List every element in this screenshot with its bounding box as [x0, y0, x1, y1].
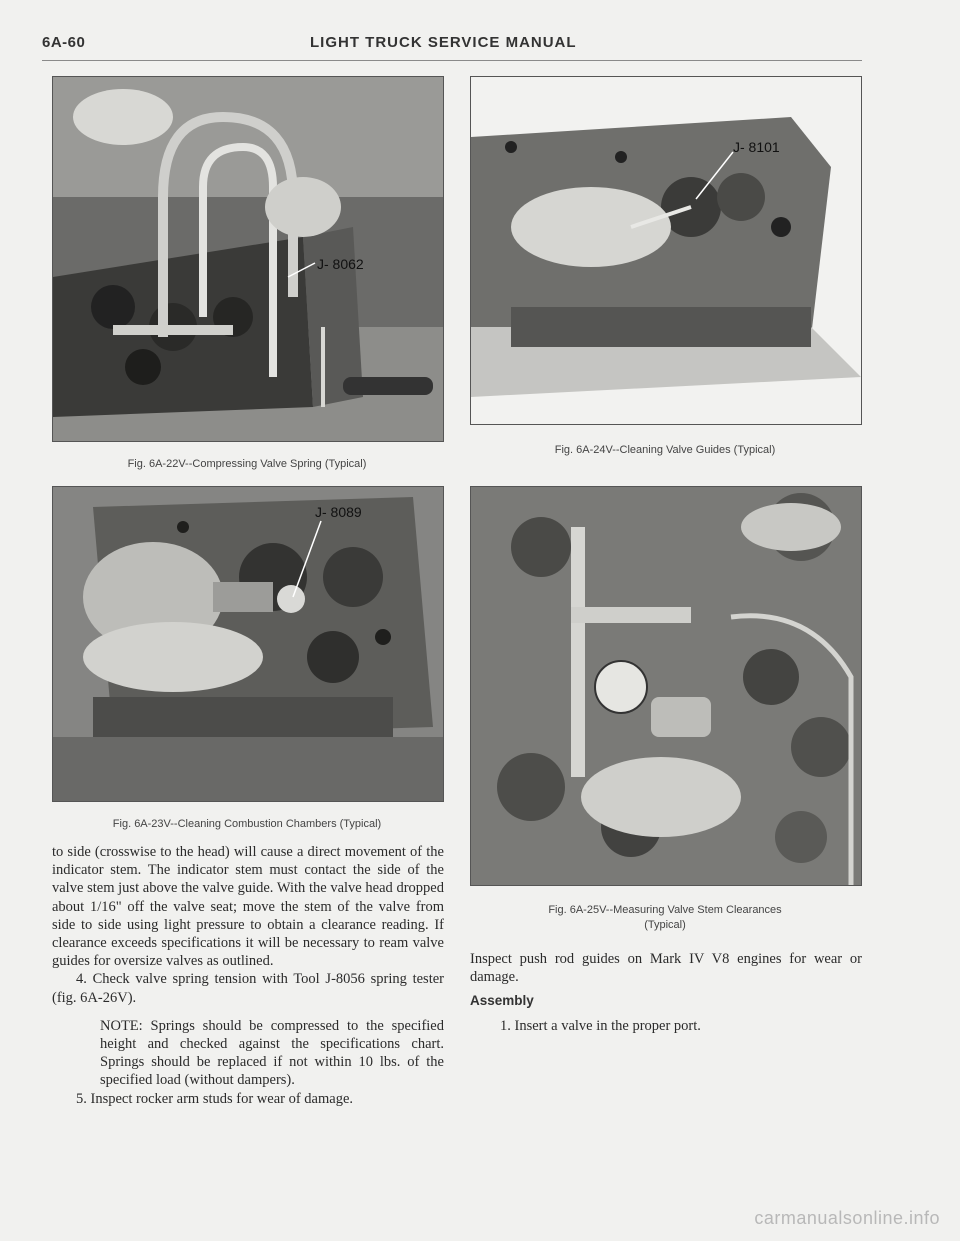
paragraph-indicator-reading: to side (crosswise to the head) will cause a direct movement of the indicator stem. The indicator stem must contact the side of the valve stem just above the valve guide. With the valve head dropped about 1/16" off the valve seat; move the stem of the valve from side to side using light pressure to obtain a clearance reading. If clearance exceeds specifications it will be necessary to ream valve guides for oversize valves as outlined.	[52, 844, 444, 970]
tool-label-j8062: J- 8062	[317, 256, 364, 272]
step-1-insert-valve: 1. Insert a valve in the proper port.	[500, 1017, 701, 1034]
page-header	[42, 30, 862, 61]
photo-valve-spring-compressor	[53, 77, 443, 441]
photo-combustion-chamber-brush	[53, 487, 443, 801]
caption-fig-23v: Fig. 6A-23V--Cleaning Combustion Chambers (Typical)	[112, 818, 382, 830]
tool-label-j8101: J- 8101	[733, 139, 780, 155]
photo-valve-guide-cleaner	[471, 77, 861, 424]
caption-fig-24v: Fig. 6A-24V--Cleaning Valve Guides (Typical)	[554, 444, 776, 456]
caption-fig-25v-line1: Fig. 6A-25V--Measuring Valve Stem Clearances	[548, 904, 782, 916]
caption-fig-25v	[470, 904, 860, 931]
heading-assembly: Assembly	[470, 993, 534, 1009]
caption-fig-25v-line2: (Typical)	[644, 919, 686, 931]
step-4-spring-tension: 4. Check valve spring tension with Tool J-8056 spring tester (fig. 6A-26V).	[52, 971, 444, 1006]
paragraph-push-rod-guides: Inspect push rod guides on Mark IV V8 engines for wear or damage.	[470, 951, 862, 986]
figure-cleaning-combustion-chambers	[52, 486, 444, 802]
figure-measuring-valve-stem-clearances	[470, 486, 862, 886]
right-text-column	[470, 950, 862, 1035]
figure-compressing-valve-spring	[52, 76, 444, 442]
left-text-column	[52, 843, 444, 1108]
watermark: carmanualsonline.info	[754, 1208, 940, 1228]
page-number: 6A-60	[42, 34, 86, 51]
manual-title: LIGHT TRUCK SERVICE MANUAL	[310, 34, 577, 51]
caption-fig-22v: Fig. 6A-22V--Compressing Valve Spring (Typical)	[127, 458, 367, 470]
note-springs: NOTE: Springs should be compressed to the specified height and checked against the specifications chart. Springs should be replaced if not within 10 lbs. of the specified load (without dampers).	[100, 1017, 444, 1089]
figure-cleaning-valve-guides	[470, 76, 862, 425]
tool-label-j8089: J- 8089	[315, 504, 362, 520]
photo-dial-indicator	[471, 487, 861, 885]
step-5-rocker-arm-studs: 5. Inspect rocker arm studs for wear of damage.	[76, 1090, 354, 1107]
